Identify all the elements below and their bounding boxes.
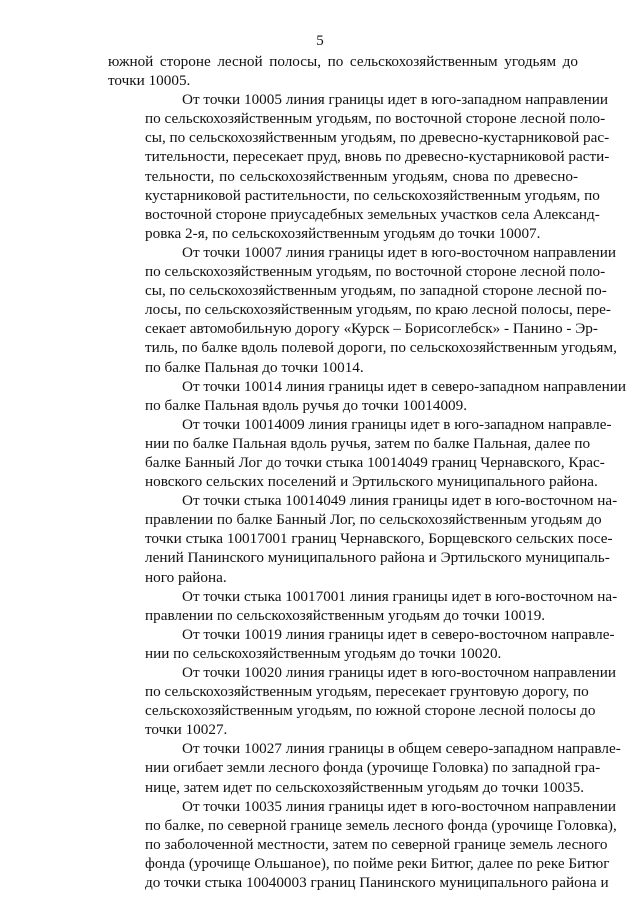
text-line: по балке Пальная до точки 10014.: [145, 358, 364, 376]
text-line: нии огибает земли лесного фонда (урочище Головка) по западной гра-: [145, 759, 601, 777]
text-line: правлении по балке Банный Лог, по сельскохозяйственным угодьям до: [145, 511, 602, 529]
text-line: От точки 10020 линия границы идет в юго-восточном направлении: [182, 664, 616, 681]
paragraph: [108, 625, 615, 663]
text-line: правлении по сельскохозяйственным угодьям до точки 10019.: [145, 606, 546, 624]
text-line: ровка 2-я, по сельскохозяйственным угодьям до точки 10007.: [145, 224, 541, 242]
page-number: 5: [316, 33, 324, 49]
text-line: сельскохозяйственным угодьям, по южной стороне лесной полосы до: [145, 702, 596, 720]
text-line: балке Банный Лог до точки стыка 10014049 границ Чернавского, Крас-: [145, 453, 605, 471]
text-line: тительности, пересекает пруд, вновь по древесно-кустарниковой расти-: [145, 148, 610, 166]
text-line: по сельскохозяйственным угодьям, пересекает грунтовую дорогу, по: [145, 683, 589, 701]
paragraph: [108, 377, 626, 415]
paragraph: [108, 663, 616, 739]
text-line: по сельскохозяйственным угодьям, по восточной стороне лесной поло-: [145, 110, 606, 128]
paragraph: [108, 90, 610, 243]
text-line: кустарниковой растительности, по сельскохозяйственным угодьям, по: [145, 186, 600, 204]
text-line: сы, по сельскохозяйственным угодьям, по западной стороне лесной по-: [145, 282, 607, 300]
text-line: сы, по сельскохозяйственным угодьям, по древесно-кустарниковой рас-: [145, 129, 610, 147]
text-line: От точки 10035 линия границы идет в юго-восточном направлении: [182, 797, 616, 815]
text-line: по балке, по северной границе земель лесного фонда (урочище Головка),: [145, 816, 617, 834]
text-line: новского сельских поселений и Эртильского муниципального района.: [145, 473, 598, 491]
text-line: по заболоченной местности, затем по северной границе земель лесного: [145, 835, 608, 853]
text-line: южной стороне лесной полосы, по сельскохозяйственным угодьям до: [108, 53, 578, 70]
text-line: точки 10027.: [145, 721, 228, 739]
text-line: по сельскохозяйственным угодьям, по восточной стороне лесной поло-: [145, 263, 606, 281]
text-line: лосы, по сельскохозяйственным угодьям, по краю лесной полосы, пере-: [145, 301, 611, 319]
text-line: до точки стыка 10040003 границ Панинского муниципального района и: [145, 874, 609, 892]
text-line: нице, затем идет по сельскохозяйственным угодьям до точки 10035.: [145, 778, 585, 796]
paragraph: [108, 587, 618, 625]
paragraph: [108, 243, 617, 377]
text-line: лений Панинского муниципального района и Эртильского муниципаль-: [145, 549, 610, 567]
text-line: От точки стыка 10014049 линия границы идет в юго-восточном на-: [182, 492, 618, 510]
text-line: по балке Пальная вдоль ручья до точки 10014009.: [145, 396, 468, 414]
text-line: нии по балке Пальная вдоль ручья, затем по балке Пальная, далее по: [145, 434, 591, 452]
text-line: точки стыка 10017001 границ Чернавского, Борщевского сельских посе-: [145, 530, 613, 548]
text-line: нии по сельскохозяйственным угодьям до точки 10020.: [145, 644, 502, 662]
text-line: От точки 10014 линия границы идет в северо-западном направлении: [182, 377, 626, 395]
text-line: тиль, по балке вдоль полевой дороги, по сельскохозяйственным угодьям,: [145, 339, 617, 357]
text-line: секает автомобильную дорогу «Курск – Борисоглебск» - Панино - Эр-: [145, 320, 598, 338]
paragraph: [108, 797, 617, 892]
paragraph: [108, 52, 578, 90]
paragraph: [108, 415, 612, 491]
text-line: От точки 10027 линия границы в общем северо-западном направле-: [182, 740, 621, 758]
text-line: фонда (урочище Ольшаное), по пойме реки Битюг, далее по реке Битюг: [145, 854, 610, 872]
text-line: ного района.: [145, 568, 227, 586]
text-line: От точки стыка 10017001 линия границы идет в юго-восточном на-: [182, 587, 618, 605]
paragraph: [108, 491, 618, 586]
text-line: От точки 10007 линия границы идет в юго-восточном направлении: [182, 243, 616, 261]
paragraph: [108, 739, 621, 796]
text-line: тельности, по сельскохозяйственным угодьям, снова по древесно-: [145, 167, 578, 185]
text-line: восточной стороне приусадебных земельных участков села Александ-: [145, 205, 600, 223]
text-line: От точки 10005 линия границы идет в юго-западном направлении: [182, 91, 609, 109]
document-body: [108, 52, 626, 892]
text-line: От точки 10019 линия границы идет в северо-восточном направле-: [182, 625, 615, 643]
text-line: От точки 10014009 линия границы идет в юго-западном направле-: [182, 415, 612, 433]
text-line: точки 10005.: [108, 72, 191, 90]
